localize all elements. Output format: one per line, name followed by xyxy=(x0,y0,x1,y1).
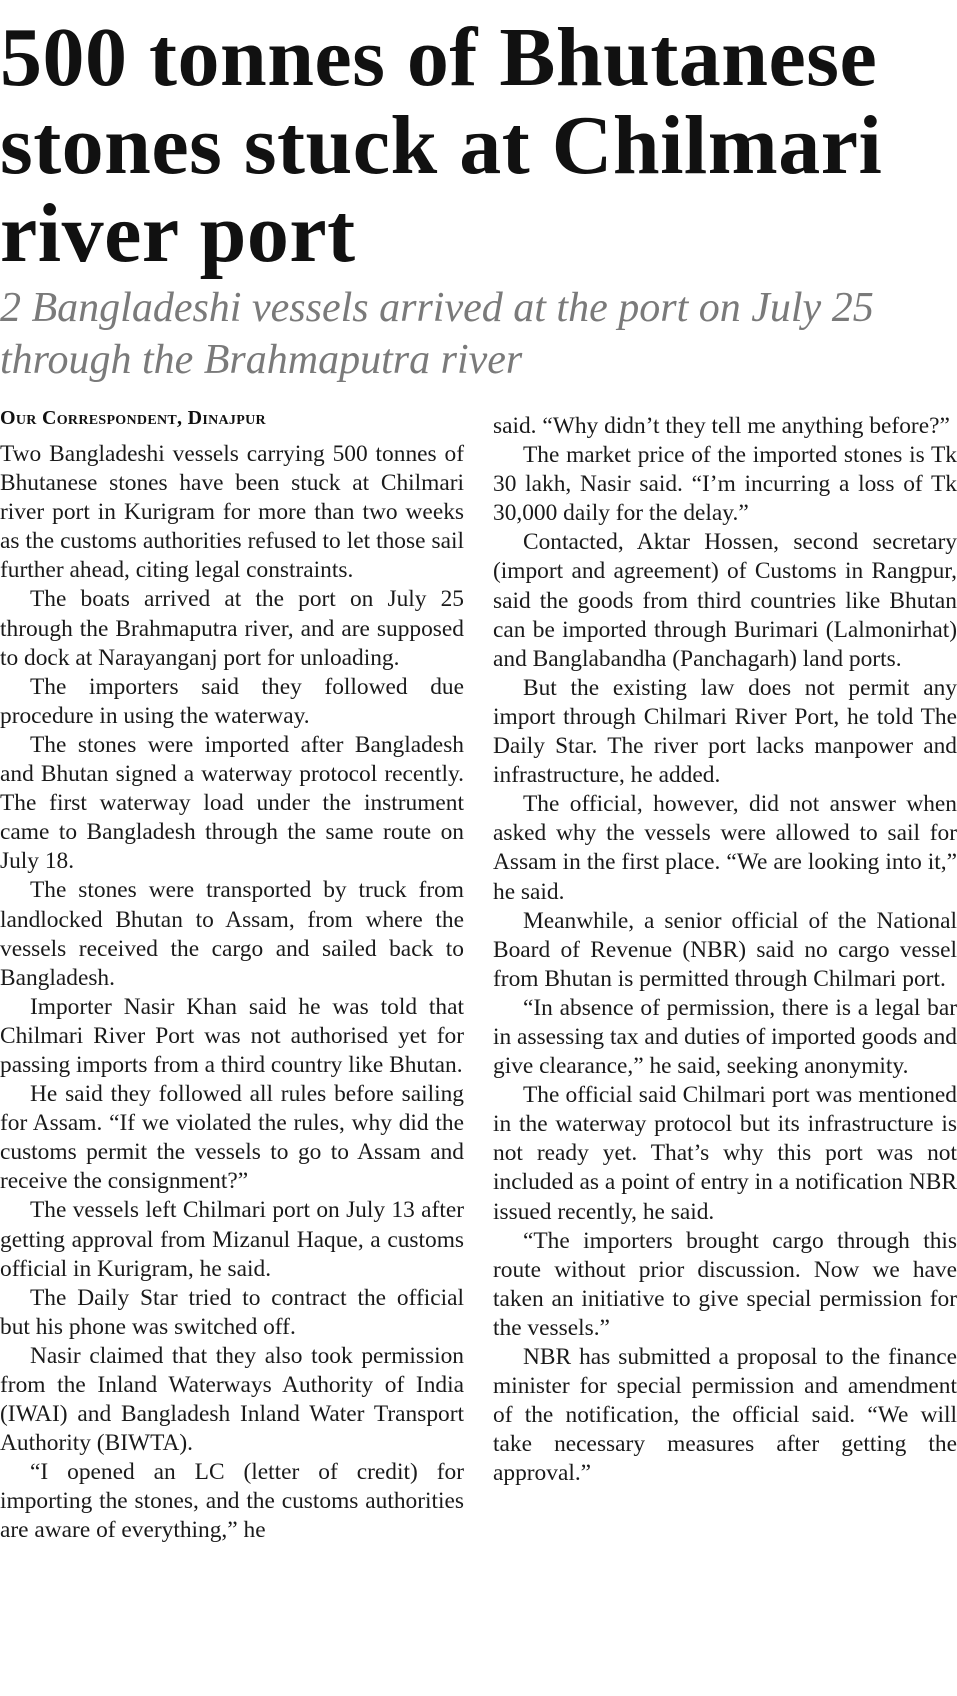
paragraph: The Daily Star tried to contract the official but his phone was switched off. xyxy=(0,1284,464,1340)
headline: 500 tonnes of Bhutanese stones stuck at Chilmari river port xyxy=(0,11,883,280)
paragraph: The stones were transported by truck from landlocked Bhutan to Assam, from where the vessels received the cargo and sailed back to Bangladesh. xyxy=(0,877,464,991)
paragraph: “In absence of permission, there is a legal bar in assessing tax and duties of imported goods and give clearance,” he said, seeking anonymity. xyxy=(493,994,957,1080)
paragraph: He said they followed all rules before sailing for Assam. “If we violated the rules, why did the customs permit the vessels to go to Assam and receive the consignment?” xyxy=(0,1081,464,1195)
paragraph: The stones were imported after Bangladesh and Bhutan signed a waterway protocol recently. The first waterway load under the instrument came to Bangladesh through the same route on July 18. xyxy=(0,731,464,875)
subheadline: 2 Bangladeshi vessels arrived at the port on July 25 through the Brahmaputra river xyxy=(0,285,874,383)
paragraph: The official, however, did not answer when asked why the vessels were allowed to sail for Assam in the first place. “We are looking into it,” he said. xyxy=(493,791,957,905)
paragraph: The boats arrived at the port on July 25 through the Brahmaputra river, and are supposed to dock at Narayanganj port for unloading. xyxy=(0,586,464,671)
paragraph: The vessels left Chilmari port on July 13 after getting approval from Mizanul Haque, a customs official in Kurigram, he said. xyxy=(0,1197,464,1282)
paragraph: But the existing law does not permit any import through Chilmari River Port, he told The Daily Star. The river port lacks manpower and infrastructure, he added. xyxy=(493,674,957,789)
paragraph: The official said Chilmari port was mentioned in the waterway protocol but its infrastructure is not ready yet. That’s why this port was not included as a point of entry in a notification NBR issued recently, he said. xyxy=(493,1082,957,1225)
paragraph: Importer Nasir Khan said he was told that Chilmari River Port was not authorised yet for passing imports from a third country like Bhutan. xyxy=(0,993,464,1078)
paragraph: Nasir claimed that they also took permission from the Inland Waterways Authority of India (IWAI) and Bangladesh Inland Water Transport Authority (BIWTA). xyxy=(0,1342,464,1457)
paragraph: The importers said they followed due procedure in using the waterway. xyxy=(0,673,464,729)
paragraph: NBR has submitted a proposal to the finance minister for special permission and amendment of the notification, the official said. “We will take necessary measures after getting the approval.” xyxy=(493,1344,957,1487)
paragraph-continuation: said. “Why didn’t they tell me anything before?” xyxy=(493,413,950,439)
paragraph: Contacted, Aktar Hossen, second secretary (import and agreement) of Customs in Rangpur, said the goods from third countries like Bhutan can be imported through Burimari (Lalmonirhat) and Banglabandha (Panchagarh) land ports. xyxy=(493,529,957,672)
paragraph: The market price of the imported stones is Tk 30 lakh, Nasir said. “I’m incurring a loss of Tk 30,000 daily for the delay.” xyxy=(493,442,957,527)
paragraph: “The importers brought cargo through this route without prior discussion. Now we have taken an initiative to give special permission for the vessels.” xyxy=(493,1227,957,1341)
paragraph: “I opened an LC (letter of credit) for importing the stones, and the customs authorities are aware of everything,” he xyxy=(0,1459,464,1544)
paragraph: Meanwhile, a senior official of the National Board of Revenue (NBR) said no cargo vessel from Bhutan is permitted through Chilmari port. xyxy=(493,907,957,992)
article-body xyxy=(0,400,957,1696)
byline: Our Correspondent, Dinajpur xyxy=(0,407,266,429)
paragraph: Two Bangladeshi vessels carrying 500 tonnes of Bhutanese stones have been stuck at Chilmari river port in Kurigram for more than two weeks as the customs authorities refused to let those sail further ahead, citing legal constraints. xyxy=(0,441,464,584)
column-left xyxy=(0,400,464,1546)
column-right xyxy=(493,412,957,1488)
